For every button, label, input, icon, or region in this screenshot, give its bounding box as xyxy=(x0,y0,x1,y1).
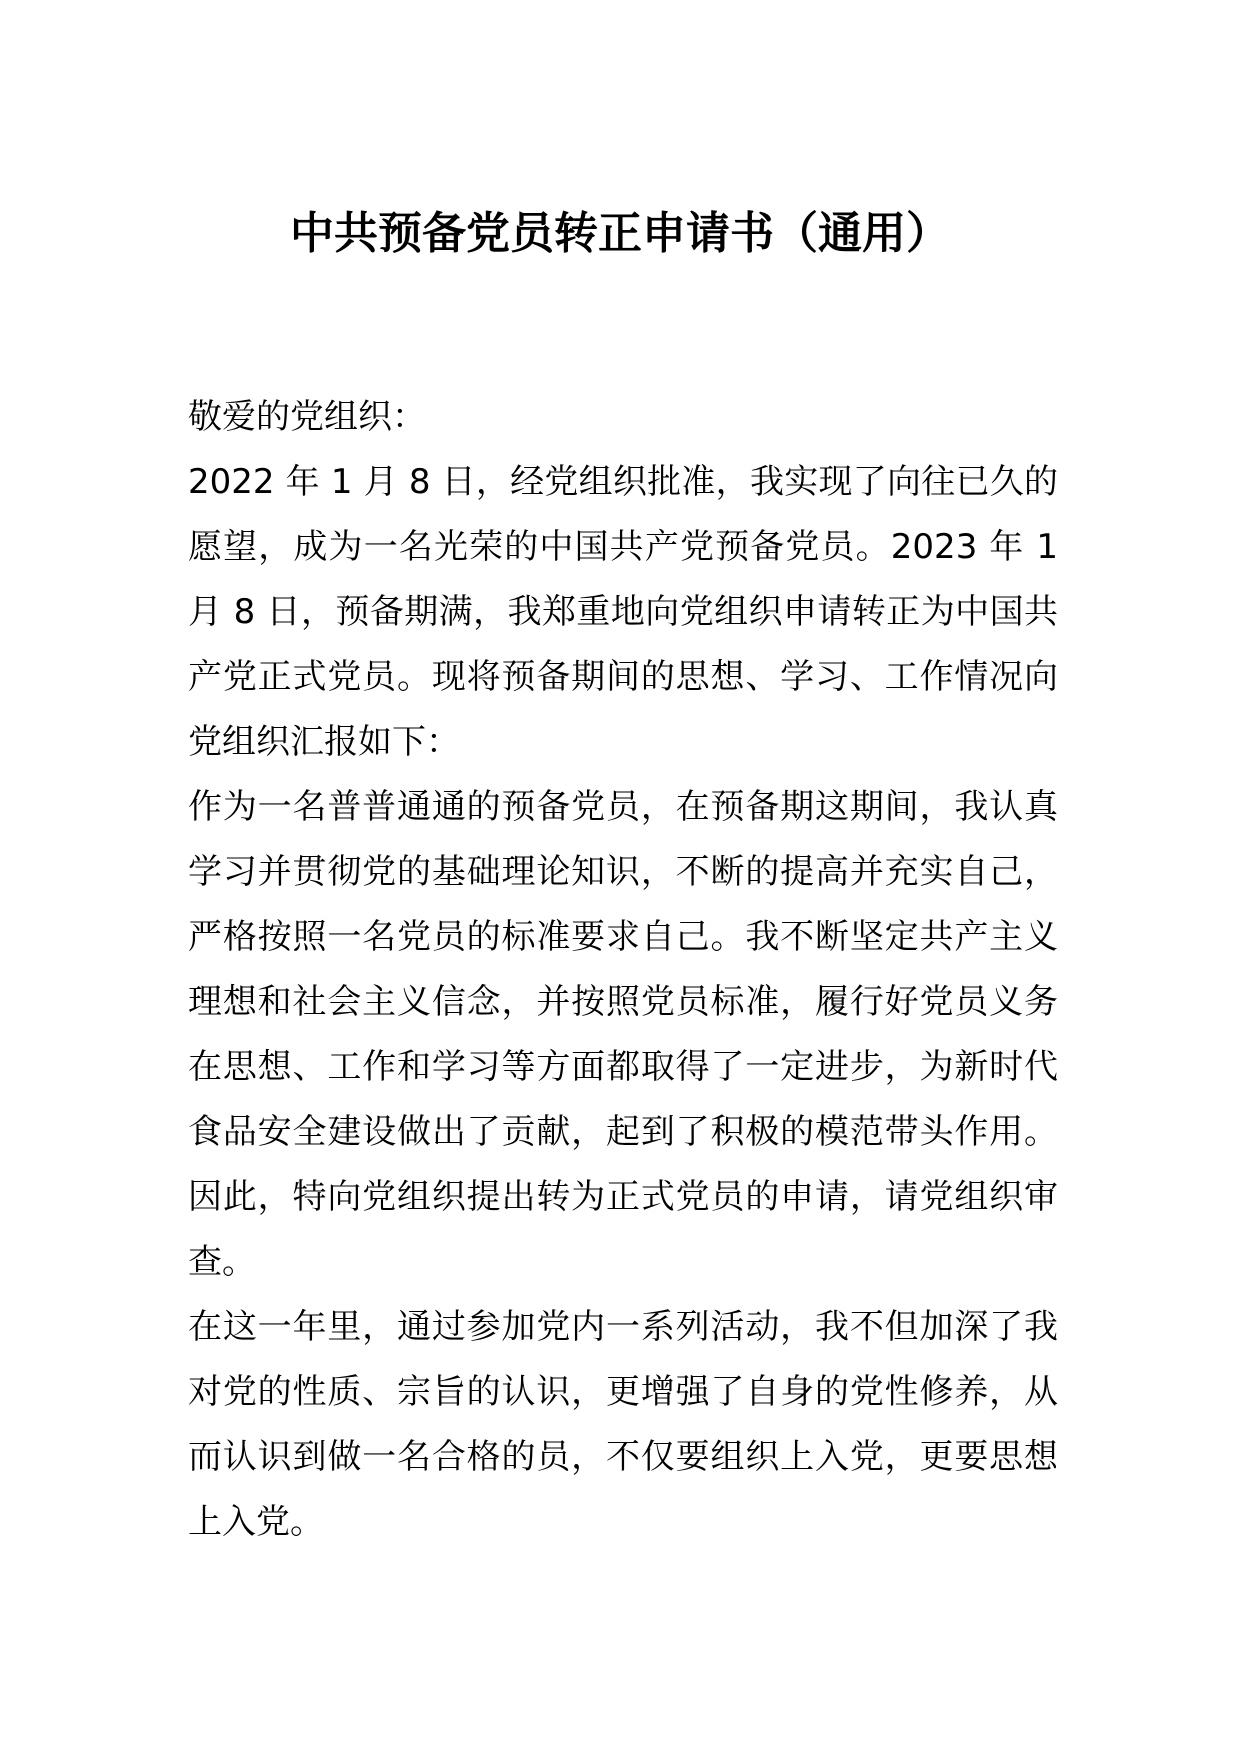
paragraph: 在这一年里，通过参加党内一系列活动，我不但加深了我对党的性质、宗旨的认识，更增强了自身的党性修养，从而认识到做一名合格的员，不仅要组织上入党，更要思想上入党。 xyxy=(188,1307,1058,1542)
salutation: 敬爱的党组织： xyxy=(188,397,426,437)
document-title: 中共预备党员转正申请书（通用） xyxy=(290,208,950,259)
document-body xyxy=(188,385,1058,1555)
paragraph: 作为一名普普通通的预备党员，在预备期这期间，我认真学习并贯彻党的基础理论知识，不断的提高并充实自己，严格按照一名党员的标准要求自己。我不断坚定共产主义理想和社会主义信念，并按照党员标准，履行好党员义务在思想、工作和学习等方面都取得了一定进步，为新时代食品安全建设做出了贡献，起到了积极的模范带头作用。因此，特向党组织提出转为正式党员的申请，请党组织审查。 xyxy=(188,787,1058,1282)
paragraph: 2022 年 1 月 8 日，经党组织批准，我实现了向往已久的愿望，成为一名光荣的中国共产党预备党员。2023 年 1 月 8 日，预备期满，我郑重地向党组织申请转正为中国共产党正式党员。现将预备期间的思想、学习、工作情况向党组织汇报如下： xyxy=(188,462,1058,762)
